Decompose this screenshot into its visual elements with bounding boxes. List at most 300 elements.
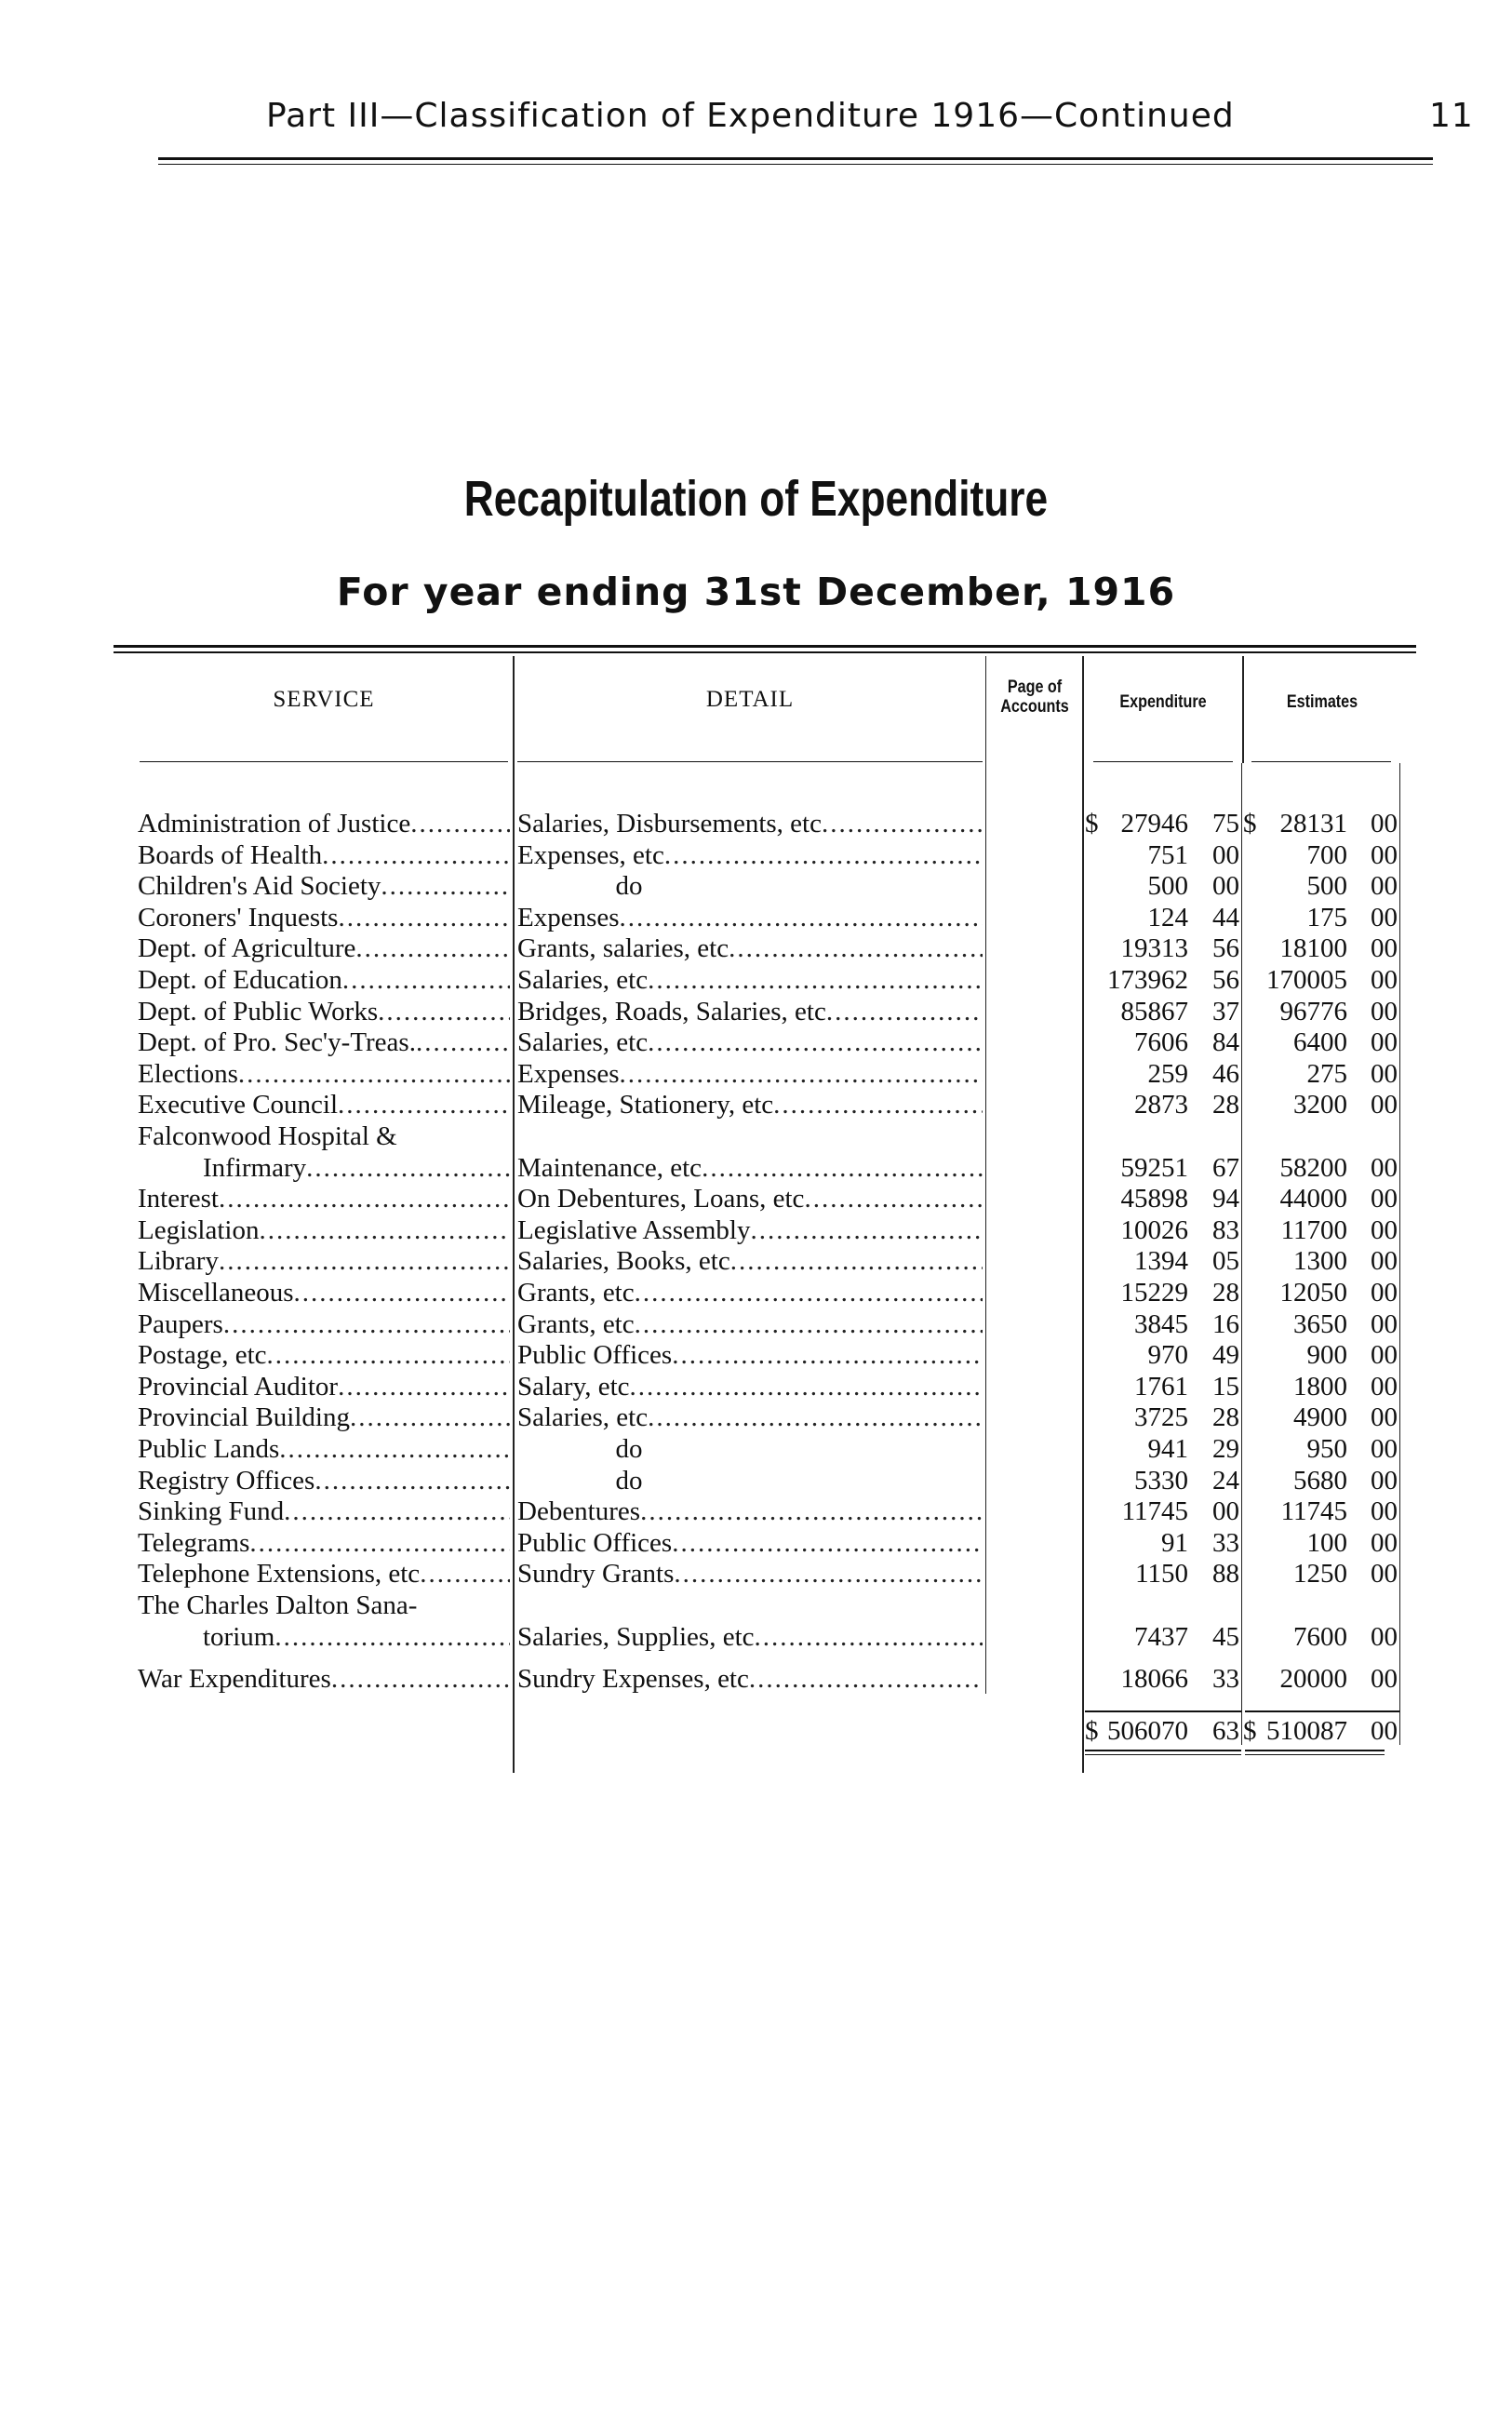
expenditure-dollars: 1150: [1135, 1559, 1188, 1590]
detail: [517, 1026, 983, 1058]
detail-text: Legislative Assembly: [517, 1214, 751, 1245]
expenditure-dollars: 45898: [1120, 1184, 1188, 1214]
detail-text: Salaries, etc: [517, 1402, 649, 1433]
detail-text: Public Offices: [517, 1527, 673, 1558]
expenditure-cents: 28: [1212, 1278, 1239, 1308]
table-row: [0, 1245, 1512, 1277]
estimates-dollars: 96776: [1279, 996, 1347, 1026]
service-name: [138, 932, 510, 964]
leader-dots: [294, 1277, 510, 1308]
leader-dots: [804, 1183, 983, 1214]
service-name: [138, 1433, 510, 1465]
detail: [517, 1558, 983, 1590]
column-divider-expenditure: [1242, 656, 1244, 763]
service-name: [203, 1621, 510, 1653]
service-text: Interest: [138, 1184, 219, 1214]
table-row-continued: [0, 1120, 1512, 1152]
estimates-cents: 00: [1371, 871, 1398, 902]
leader-dots: [322, 839, 510, 871]
expenditure-cents: 88: [1212, 1559, 1239, 1590]
detail: [517, 1527, 983, 1559]
service-name: [138, 1308, 510, 1340]
service-name: [138, 1339, 510, 1371]
total-double-rule-est-1: [1245, 1750, 1385, 1751]
estimates-dollars: 100: [1306, 1527, 1347, 1558]
column-header-page-of: Page of: [1007, 677, 1063, 697]
expenditure-dollars: 7437: [1134, 1621, 1188, 1652]
detail: [517, 902, 983, 933]
expenditure-cents: 05: [1212, 1246, 1239, 1277]
leader-dots: [648, 1402, 983, 1433]
column-header-estimates: Estimates: [1286, 692, 1358, 712]
leader-dots: [672, 1527, 983, 1559]
estimates-dollars: 3650: [1293, 1308, 1347, 1339]
estimates-dollars: 500: [1306, 871, 1347, 902]
leader-dots: [306, 1152, 510, 1184]
estimates-cents: 00: [1371, 1058, 1398, 1089]
expenditure-cents: 67: [1212, 1152, 1239, 1183]
service-text: Dept. of Agriculture: [138, 933, 356, 964]
detail: [517, 1183, 983, 1214]
table-row: [0, 932, 1512, 964]
estimates-dollars: 28131: [1279, 809, 1347, 838]
estimates-dollars: 950: [1306, 1434, 1347, 1464]
service-text: Telephone Extensions, etc: [138, 1559, 421, 1590]
service-name: [138, 1465, 510, 1496]
table-row: [0, 1089, 1512, 1120]
table-row: [0, 1433, 1512, 1465]
detail-text: Salary, etc: [517, 1371, 630, 1402]
expenditure-cents: 29: [1212, 1434, 1239, 1464]
detail-text: Salaries, Books, etc: [517, 1246, 730, 1277]
table-row: [0, 1339, 1512, 1371]
service-text: Dept. of Education: [138, 965, 342, 995]
table-row: [0, 1371, 1512, 1402]
expenditure-cents: 45: [1212, 1621, 1239, 1652]
service-name: [138, 1558, 510, 1590]
leader-dots: [381, 870, 510, 902]
column-header-service: SERVICE: [273, 687, 375, 712]
table-row-continued: [0, 1590, 1512, 1621]
currency-symbol: $: [1243, 809, 1257, 838]
leader-dots: [219, 1183, 510, 1214]
leader-dots: [664, 839, 983, 871]
estimates-dollars: 900: [1306, 1340, 1347, 1371]
leader-dots: [342, 964, 510, 996]
leader-dots: [279, 1433, 510, 1465]
service-text: Elections: [138, 1058, 238, 1089]
expenditure-dollars: 7606: [1134, 1027, 1188, 1058]
estimates-cents: 00: [1371, 965, 1398, 995]
table-row: [0, 870, 1512, 902]
estimates-dollars: 1250: [1293, 1559, 1347, 1590]
leader-dots: [826, 996, 983, 1027]
table-row: [0, 1465, 1512, 1496]
page-number: 11: [1429, 97, 1474, 135]
service-text: Dept. of Public Works: [138, 996, 379, 1026]
service-name: [138, 902, 510, 933]
expenditure-cents: 16: [1212, 1308, 1239, 1339]
estimates-dollars: 44000: [1279, 1184, 1347, 1214]
detail: [517, 1058, 983, 1090]
expenditure-dollars: 1761: [1134, 1371, 1188, 1402]
detail-text: Sundry Expenses, etc: [517, 1663, 749, 1694]
table-row: [0, 1214, 1512, 1246]
service-text: Postage, etc: [138, 1340, 267, 1371]
detail-text: do: [615, 1465, 643, 1496]
expenditure-dollars: 1394: [1134, 1246, 1188, 1277]
service-name: [203, 1152, 510, 1184]
header-underline-expenditure: [1093, 761, 1233, 762]
table-row: [0, 1527, 1512, 1559]
expenditure-cents: 00: [1212, 839, 1239, 870]
estimates-dollars: 3200: [1293, 1090, 1347, 1120]
table-row: [0, 1496, 1512, 1527]
expenditure-dollars: 5330: [1134, 1465, 1188, 1496]
expenditure-cents: 15: [1212, 1371, 1239, 1402]
detail: [517, 1663, 983, 1695]
service-text: Children's Aid Society: [138, 871, 381, 902]
header-rule-top: [158, 157, 1433, 160]
service-text: Legislation: [138, 1214, 260, 1245]
service-name: [138, 1402, 510, 1433]
table-row: [0, 1058, 1512, 1090]
estimates-cents: 00: [1371, 1663, 1398, 1694]
column-header-page-of-accounts: [996, 677, 1075, 717]
leader-dots: [274, 1621, 510, 1653]
estimates-cents: 00: [1371, 1308, 1398, 1339]
leader-dots: [223, 1308, 510, 1340]
expenditure-cents: 84: [1212, 1027, 1239, 1058]
detail-text: Mileage, Stationery, etc: [517, 1090, 774, 1120]
detail-text: do: [615, 1434, 643, 1464]
table-row: [0, 1663, 1512, 1695]
leader-dots: [751, 1214, 983, 1246]
estimates-dollars: 1300: [1293, 1246, 1347, 1277]
leader-dots: [729, 932, 983, 964]
estimates-cents: 00: [1371, 1027, 1398, 1058]
leader-dots: [314, 1465, 510, 1496]
service-text: Public Lands: [138, 1434, 280, 1464]
leader-dots: [822, 808, 983, 839]
estimates-dollars: 175: [1306, 902, 1347, 932]
expenditure-cents: 49: [1212, 1340, 1239, 1371]
service-text: Dept. of Pro. Sec'y-Treas.: [138, 1027, 416, 1058]
detail-text: Expenses, etc: [517, 839, 664, 870]
table-row: [0, 902, 1512, 933]
service-text: Executive Council: [138, 1090, 339, 1120]
total-estimates-dollars: 510087: [1266, 1716, 1347, 1746]
leader-dots: [702, 1152, 983, 1184]
leader-dots: [420, 1558, 510, 1590]
estimates-cents: 00: [1371, 809, 1398, 838]
leader-dots: [350, 1402, 510, 1433]
estimates-cents: 00: [1371, 902, 1398, 932]
leader-dots: [284, 1496, 510, 1527]
detail-text: Salaries, etc: [517, 1027, 649, 1058]
estimates-dollars: 7600: [1293, 1621, 1347, 1652]
total-double-rule-est-2: [1245, 1754, 1385, 1755]
header-underline-estimates: [1251, 761, 1391, 762]
leader-dots: [355, 932, 510, 964]
leader-dots: [331, 1663, 510, 1695]
table-row: [0, 1152, 1512, 1184]
service-text: Paupers: [138, 1308, 223, 1339]
total-expenditure-dollars: 506070: [1107, 1716, 1188, 1746]
service-name: The Charles Dalton Sana-: [138, 1590, 418, 1620]
service-text: Coroners' Inquests: [138, 902, 339, 932]
detail-text: Salaries, etc: [517, 965, 649, 995]
leader-dots: [620, 902, 983, 933]
table-row: [0, 1621, 1512, 1653]
leader-dots: [378, 996, 510, 1027]
detail: [517, 1152, 983, 1184]
page-subtitle: For year ending 31st December, 1916: [336, 570, 1176, 614]
detail: [517, 1496, 983, 1527]
table-row: [0, 996, 1512, 1027]
expenditure-cents: 00: [1212, 871, 1239, 902]
expenditure-dollars: 27946: [1120, 809, 1188, 838]
service-text: Provincial Building: [138, 1402, 350, 1433]
leader-dots: [249, 1527, 510, 1559]
estimates-cents: 00: [1371, 1371, 1398, 1402]
expenditure-dollars: 18066: [1120, 1663, 1188, 1694]
expenditure-dollars: 259: [1147, 1058, 1188, 1089]
service-name: [138, 996, 510, 1027]
expenditure-dollars: 3725: [1134, 1402, 1188, 1433]
service-name: [138, 1663, 510, 1695]
service-name: [138, 1058, 510, 1090]
estimates-dollars: 700: [1306, 839, 1347, 870]
expenditure-dollars: 11745: [1121, 1496, 1188, 1527]
expenditure-cents: 33: [1212, 1527, 1239, 1558]
estimates-cents: 00: [1371, 1246, 1398, 1277]
service-name: [138, 1245, 510, 1277]
estimates-cents: 00: [1371, 1402, 1398, 1433]
totals-row: [0, 1715, 1512, 1747]
estimates-dollars: 6400: [1293, 1027, 1347, 1058]
leader-dots: [672, 1339, 983, 1371]
detail-text: do: [615, 871, 643, 902]
detail: [517, 1402, 983, 1433]
service-name: [138, 1277, 510, 1308]
leader-dots: [338, 1089, 510, 1120]
leader-dots: [238, 1058, 510, 1090]
estimates-dollars: 11700: [1280, 1214, 1347, 1245]
service-name: [138, 1026, 510, 1058]
currency-symbol: $: [1085, 809, 1099, 838]
page-title: Recapitulation of Expenditure: [463, 471, 1049, 527]
table-top-rule-2: [114, 651, 1416, 653]
table-row: [0, 964, 1512, 996]
table-row: [0, 839, 1512, 871]
service-name: [138, 1527, 510, 1559]
expenditure-cents: 44: [1212, 902, 1239, 932]
detail: [517, 839, 983, 871]
leader-dots: [755, 1621, 983, 1653]
leader-dots: [635, 1277, 983, 1308]
column-header-accounts: Accounts: [1000, 697, 1069, 717]
expenditure-cents: 33: [1212, 1663, 1239, 1694]
detail-text: On Debentures, Loans, etc: [517, 1184, 805, 1214]
leader-dots: [219, 1245, 510, 1277]
estimates-dollars: 4900: [1293, 1402, 1347, 1433]
expenditure-dollars: 124: [1147, 902, 1188, 932]
estimates-dollars: 58200: [1279, 1152, 1347, 1183]
expenditure-cents: 75: [1212, 809, 1239, 838]
expenditure-dollars: 2873: [1134, 1090, 1188, 1120]
estimates-cents: 00: [1371, 1621, 1398, 1652]
service-name: [138, 870, 510, 902]
service-name: [138, 964, 510, 996]
detail-text: Salaries, Supplies, etc: [517, 1621, 755, 1652]
service-text: Registry Offices: [138, 1465, 315, 1496]
column-header-detail: DETAIL: [705, 687, 795, 712]
table-row: [0, 1402, 1512, 1433]
detail: [517, 1371, 983, 1402]
detail-text: Debentures: [517, 1496, 641, 1527]
expenditure-cents: 37: [1212, 996, 1239, 1026]
expenditure-dollars: 10026: [1120, 1214, 1188, 1245]
leader-dots: [640, 1496, 983, 1527]
service-text: torium: [203, 1621, 275, 1652]
estimates-dollars: 11745: [1280, 1496, 1347, 1527]
service-text: War Expenditures: [138, 1663, 331, 1694]
estimates-dollars: 5680: [1293, 1465, 1347, 1496]
estimates-cents: 00: [1371, 1496, 1398, 1527]
detail-text: Grants, etc: [517, 1278, 635, 1308]
leader-dots: [338, 1371, 510, 1402]
service-text: Telegrams: [138, 1527, 250, 1558]
header-underline-detail: [517, 761, 983, 762]
detail-text: Grants, etc: [517, 1308, 635, 1339]
estimates-cents: 00: [1371, 1184, 1398, 1214]
estimates-dollars: 1800: [1293, 1371, 1347, 1402]
service-name: [138, 1371, 510, 1402]
leader-dots: [730, 1245, 983, 1277]
detail: [517, 808, 983, 839]
detail-text: Expenses: [517, 902, 620, 932]
expenditure-dollars: 3845: [1134, 1308, 1188, 1339]
detail: [517, 1245, 983, 1277]
table-row: [0, 1277, 1512, 1308]
expenditure-dollars: 85867: [1120, 996, 1188, 1026]
expenditure-cents: 28: [1212, 1090, 1239, 1120]
service-name: [138, 1496, 510, 1527]
expenditure-dollars: 59251: [1120, 1152, 1188, 1183]
detail-text: Salaries, Disbursements, etc: [517, 809, 822, 838]
expenditure-dollars: 941: [1147, 1434, 1188, 1464]
running-head: [0, 91, 1512, 147]
estimates-dollars: 12050: [1279, 1278, 1347, 1308]
table-top-rule-1: [114, 645, 1416, 648]
estimates-dollars: 275: [1306, 1058, 1347, 1089]
expenditure-dollars: 500: [1147, 871, 1188, 902]
estimates-cents: 00: [1371, 1090, 1398, 1120]
leader-dots: [648, 1026, 983, 1058]
expenditure-cents: 83: [1212, 1214, 1239, 1245]
detail: [517, 1621, 983, 1653]
running-title: Part III—Classification of Expenditure 1916—Continued: [266, 97, 1235, 135]
estimates-cents: 00: [1371, 1559, 1398, 1590]
service-text: Boards of Health: [138, 839, 323, 870]
column-header-expenditure: Expenditure: [1119, 692, 1207, 712]
estimates-dollars: 170005: [1266, 965, 1347, 995]
detail-text: Bridges, Roads, Salaries, etc: [517, 996, 826, 1026]
expenditure-dollars: 15229: [1120, 1278, 1188, 1308]
detail: [517, 1214, 983, 1246]
estimates-cents: 00: [1371, 839, 1398, 870]
detail: [517, 1277, 983, 1308]
expenditure-cents: 00: [1212, 1496, 1239, 1527]
service-name: [138, 839, 510, 871]
leader-dots: [338, 902, 510, 933]
expenditure-cents: 56: [1212, 965, 1239, 995]
total-rule-est: [1245, 1710, 1399, 1712]
leader-dots: [620, 1058, 983, 1090]
table-row: [0, 808, 1512, 839]
total-expenditure-cents: 63: [1212, 1716, 1239, 1746]
table-row: [0, 1558, 1512, 1590]
service-name: Falconwood Hospital &: [138, 1121, 397, 1151]
leader-dots: [267, 1339, 510, 1371]
detail: [517, 1339, 983, 1371]
expenditure-cents: 28: [1212, 1402, 1239, 1433]
leader-dots: [635, 1308, 983, 1340]
table-row: [0, 1183, 1512, 1214]
estimates-dollars: 20000: [1279, 1663, 1347, 1694]
service-text: Miscellaneous: [138, 1278, 294, 1308]
service-name: [138, 1089, 510, 1120]
total-currency-exp: $: [1085, 1716, 1099, 1746]
detail-text: Grants, salaries, etc: [517, 933, 729, 964]
estimates-cents: 00: [1371, 933, 1398, 964]
header-rule-bottom: [158, 164, 1433, 165]
estimates-cents: 00: [1371, 1434, 1398, 1464]
detail-text: Expenses: [517, 1058, 620, 1089]
estimates-cents: 00: [1371, 1278, 1398, 1308]
estimates-cents: 00: [1371, 1152, 1398, 1183]
table-row: [0, 1026, 1512, 1058]
total-rule-exp: [1085, 1710, 1241, 1712]
detail-text: Public Offices: [517, 1340, 673, 1371]
leader-dots: [410, 808, 510, 839]
detail: [517, 996, 983, 1027]
total-double-rule-exp-1: [1085, 1750, 1241, 1751]
leader-dots: [416, 1026, 510, 1058]
total-double-rule-exp-2: [1085, 1754, 1241, 1755]
expenditure-dollars: 173962: [1107, 965, 1188, 995]
total-currency-est: $: [1243, 1716, 1257, 1746]
leader-dots: [773, 1089, 983, 1120]
service-text: Administration of Justice: [138, 809, 411, 838]
detail-text: Sundry Grants: [517, 1559, 675, 1590]
detail: [517, 1308, 983, 1340]
table-row: [0, 1308, 1512, 1340]
leader-dots: [259, 1214, 510, 1246]
detail-text: Maintenance, etc: [517, 1152, 702, 1183]
expenditure-cents: 46: [1212, 1058, 1239, 1089]
expenditure-cents: 56: [1212, 933, 1239, 964]
leader-dots: [648, 964, 983, 996]
service-text: Provincial Auditor: [138, 1371, 339, 1402]
expenditure-dollars: 751: [1147, 839, 1188, 870]
detail: [517, 1089, 983, 1120]
service-name: [138, 1214, 510, 1246]
estimates-cents: 00: [1371, 1465, 1398, 1496]
estimates-cents: 00: [1371, 1214, 1398, 1245]
leader-dots: [674, 1558, 983, 1590]
